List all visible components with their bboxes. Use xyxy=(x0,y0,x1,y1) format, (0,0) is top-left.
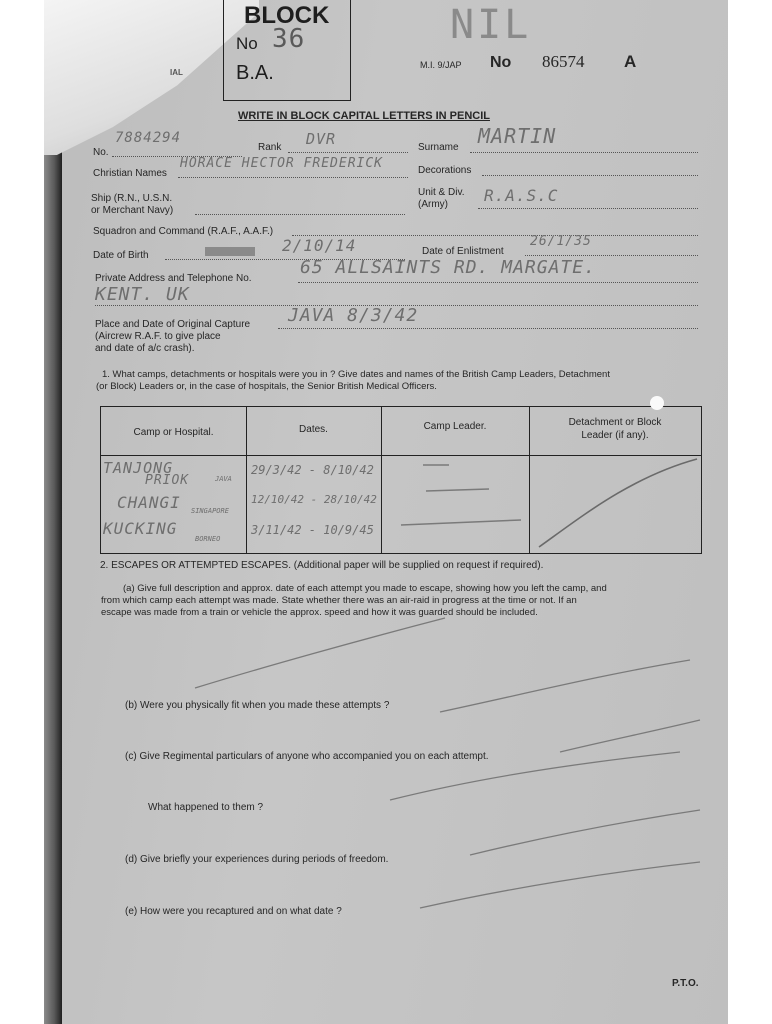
rank-label: Rank xyxy=(258,142,282,153)
col-detachment-2: Leader (if any). xyxy=(581,430,649,441)
block-label: BLOCK xyxy=(244,2,330,29)
row3-note: BORNEO xyxy=(195,535,221,543)
dob-label: Date of Birth xyxy=(93,250,149,261)
ref-suffix: A xyxy=(624,52,637,71)
no-value: 7884294 xyxy=(115,130,182,146)
capture-value: JAVA 8/3/42 xyxy=(288,305,419,326)
address-label: Private Address and Telephone No. xyxy=(95,273,252,284)
ship-label: Ship (R.N., U.S.N. xyxy=(91,193,173,204)
q2c-text-2: What happened to them ? xyxy=(148,802,264,813)
no-label: No. xyxy=(93,147,109,158)
q2e-text: (e) How were you recaptured and on what date ? xyxy=(125,906,342,917)
row1-note: JAVA xyxy=(215,475,232,483)
q2b-text: (b) Were you physically fit when you made these attempts ? xyxy=(125,700,390,711)
q2a-text-3: escape was made from a train or vehicle the approx. speed and how it was guarded should be included. xyxy=(101,607,538,618)
block-area: B.A. xyxy=(236,62,274,84)
unit-label-2: (Army) xyxy=(418,199,448,210)
ref-no-label: No xyxy=(490,54,512,71)
christian-names-value: HORACE HECTOR FREDERICK xyxy=(180,156,384,171)
ref-prefix: M.I. 9/JAP xyxy=(420,60,462,70)
q2-title: 2. ESCAPES OR ATTEMPTED ESCAPES. (Additional paper will be supplied on request if required). xyxy=(100,560,544,571)
squadron-label: Squadron and Command (R.A.F., A.A.F.) xyxy=(93,226,274,237)
capture-label-3: and date of a/c crash). xyxy=(95,343,195,354)
enlistment-label: Date of Enlistment xyxy=(422,246,504,257)
ref-number: 86574 xyxy=(542,52,585,71)
address-value: 65 ALLSAINTS RD. MARGATE. xyxy=(300,257,596,278)
row2-note: SINGAPORE xyxy=(191,507,229,515)
col-detachment: Detachment or Block xyxy=(568,417,662,428)
address-value-2: KENT. UK xyxy=(95,284,190,305)
capture-label: Place and Date of Original Capture xyxy=(95,319,251,330)
row2-dates: 12/10/42 - 28/10/42 xyxy=(251,493,377,506)
block-no-value: 36 xyxy=(272,24,306,54)
pto-label: P.T.O. xyxy=(672,978,699,989)
q1-text-2: (or Block) Leaders or, in the case of hospitals, the Senior British Medical Officers. xyxy=(96,381,437,392)
row2-camp: CHANGI xyxy=(117,493,181,512)
q2a-text: (a) Give full description and approx. date of each attempt you made to escape, showing how you left the camp, and xyxy=(123,583,607,594)
row1-camp: TANJONG xyxy=(103,459,174,477)
col-camp-leader: Camp Leader. xyxy=(423,421,487,432)
row1-camp-2: PRIOK xyxy=(145,473,190,488)
instruction-heading: WRITE IN BLOCK CAPITAL LETTERS IN PENCIL xyxy=(238,110,490,122)
row1-dates: 29/3/42 - 8/10/42 xyxy=(251,463,374,477)
nil-mark: NIL xyxy=(450,2,532,48)
row3-dates: 3/11/42 - 10/9/45 xyxy=(251,523,374,537)
fragment-label: IAL xyxy=(170,68,183,77)
q2c-text: (c) Give Regimental particulars of anyone who accompanied you on each attempt. xyxy=(125,751,489,762)
christian-names-label: Christian Names xyxy=(93,168,167,179)
rank-value: DVR xyxy=(306,130,337,148)
q2a-text-2: from which camp each attempt was made. State whether there was an air-raid in progress at the time or not. If an xyxy=(101,595,577,606)
capture-label-2: (Aircrew R.A.F. to give place xyxy=(95,331,221,342)
q2d-text: (d) Give briefly your experiences during periods of freedom. xyxy=(125,854,389,865)
surname-value: MARTIN xyxy=(478,124,557,148)
col-camp: Camp or Hospital. xyxy=(133,427,214,438)
row3-camp: KUCKING xyxy=(103,519,178,538)
surname-label: Surname xyxy=(418,142,459,153)
decorations-label: Decorations xyxy=(418,165,472,176)
dob-value: 2/10/14 xyxy=(282,236,357,255)
unit-label: Unit & Div. xyxy=(418,187,465,198)
block-no-label: No xyxy=(236,34,258,53)
ship-label-2: or Merchant Navy) xyxy=(91,205,174,216)
enlistment-value: 26/1/35 xyxy=(530,234,592,249)
col-dates: Dates. xyxy=(299,424,328,435)
unit-value: R.A.S.C xyxy=(484,186,559,205)
q1-text: 1. What camps, detachments or hospitals were you in ? Give dates and names of the British Camp Leaders, Detachment xyxy=(102,369,610,380)
